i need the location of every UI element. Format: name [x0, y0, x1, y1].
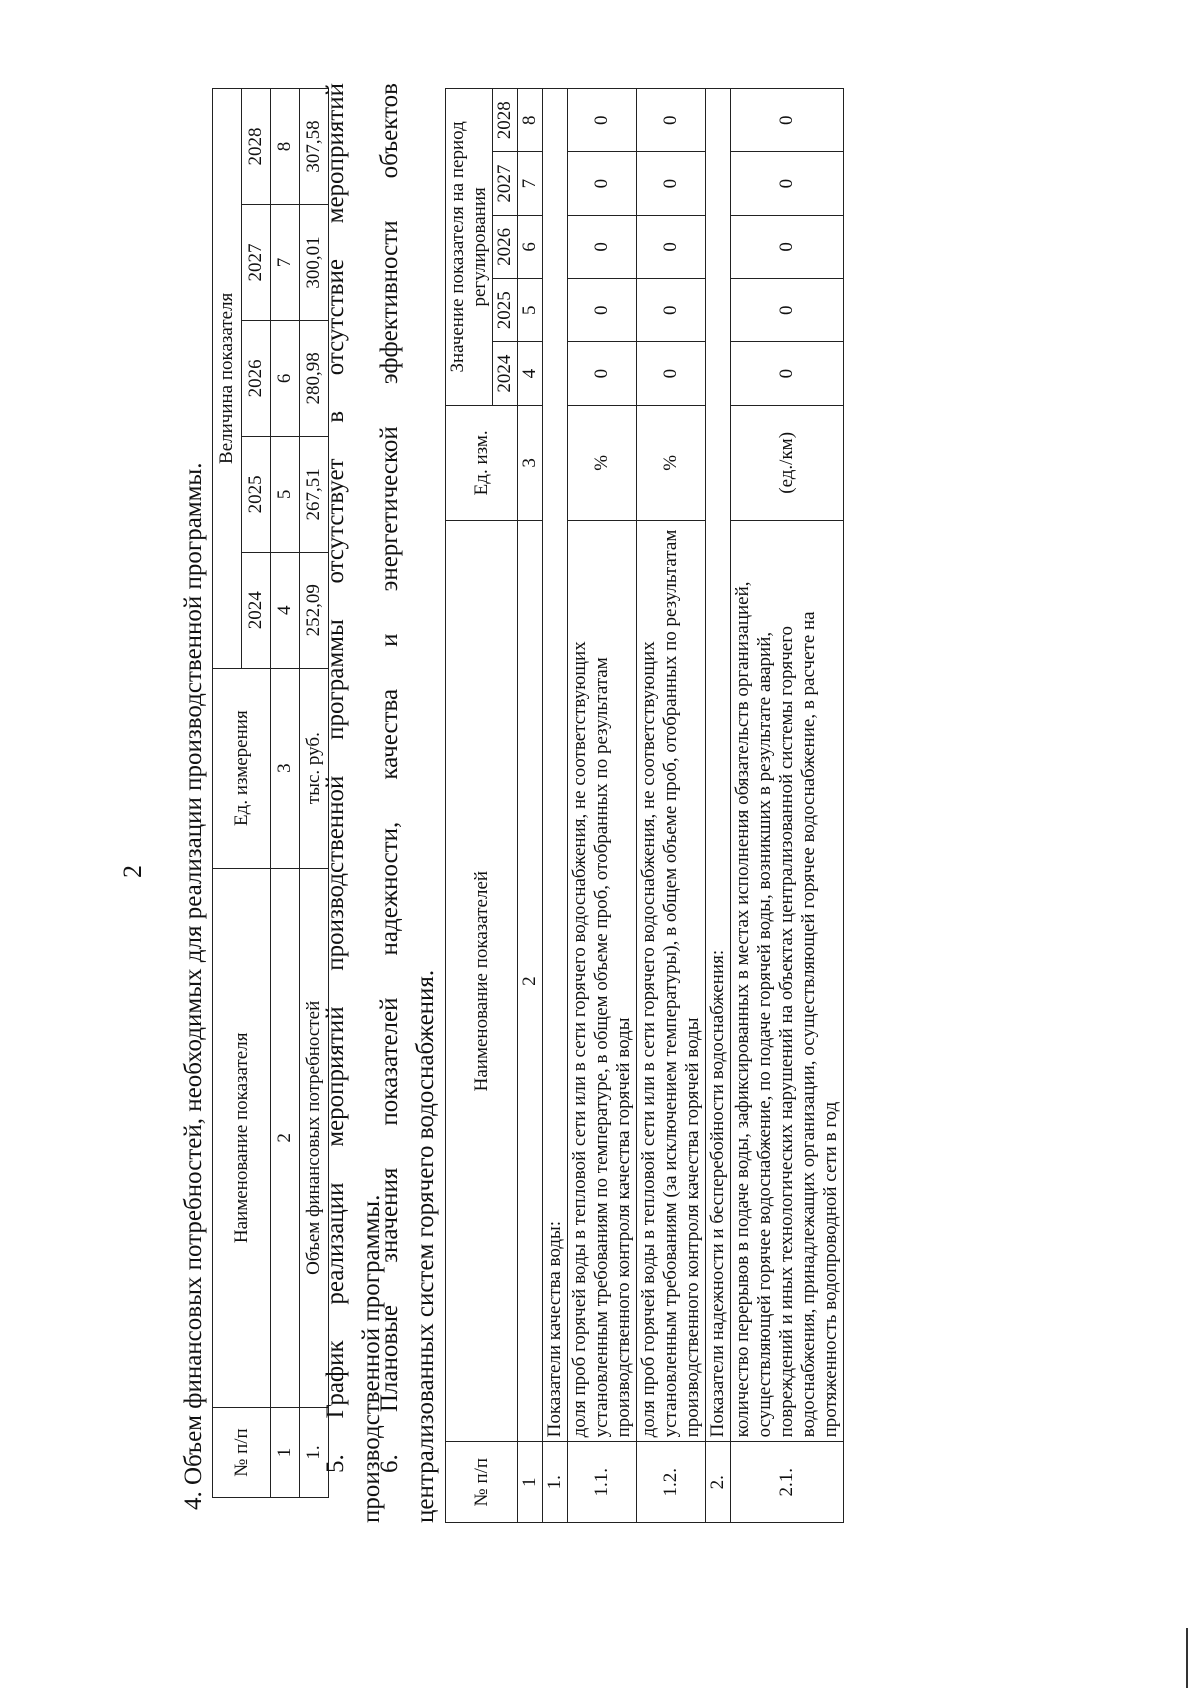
header-year: 2028 [242, 89, 271, 205]
row-unit: (ед./км) [731, 405, 844, 520]
row-unit: тыс. руб. [300, 668, 329, 868]
row-value: 0 [731, 342, 844, 405]
row-name: Объем финансовых потребностей [300, 868, 329, 1408]
row-num: 1.1. [568, 1442, 637, 1523]
header-value-group: Величина показателя [213, 89, 242, 669]
table-row [637, 89, 706, 1523]
index-cell: 1 [271, 1408, 300, 1498]
indicators-table [445, 88, 844, 1523]
table-index-row [518, 89, 543, 1523]
row-unit: % [568, 405, 637, 520]
header-unit: Ед. измерения [213, 668, 271, 868]
group-title: Показатели надежности и бесперебойности водоснабжения: [706, 89, 731, 1442]
row-num: 1.2. [637, 1442, 706, 1523]
row-name: количество перерывов в подаче воды, зафиксированных в местах исполнения обязательств организацией, осуществляющей горячее водоснабжение, по подаче горячей воды, возникших в результате аварий, повреждений и иных технологических нарушений на объектах централизованной системы горячего водоснабжения, принадлежащих организации, осуществляющей горячее водоснабжение, в расчете на протяженность водопроводной сети в год [731, 520, 844, 1441]
row-value: 0 [637, 152, 706, 215]
group-row-quality [543, 89, 568, 1523]
table-row [568, 89, 637, 1523]
row-value: 0 [637, 279, 706, 342]
row-name: доля проб горячей воды в тепловой сети или в сети горячего водоснабжения, не соответствующих установленным требованиям по температуре, в общем объеме проб, отобранных по результатам производственного контроля качества горячей воды [568, 520, 637, 1441]
row-value: 300,01 [300, 205, 329, 321]
index-cell: 1 [518, 1442, 543, 1523]
financial-needs-table [212, 88, 329, 1498]
header-num: № п/п [446, 1442, 518, 1523]
index-cell: 6 [271, 320, 300, 436]
index-cell: 3 [518, 405, 543, 520]
header-unit: Ед. изм. [446, 405, 518, 520]
header-num: № п/п [213, 1408, 271, 1498]
section-4-heading: 4. Объем финансовых потребностей, необходимых для реализации производственной программы. [180, 462, 207, 1510]
header-year: 2025 [493, 279, 518, 342]
row-value: 280,98 [300, 320, 329, 436]
group-row-reliability [706, 89, 731, 1523]
section-6-paragraph [372, 83, 444, 1523]
row-value: 0 [731, 89, 844, 152]
index-cell: 5 [518, 279, 543, 342]
row-value: 0 [568, 89, 637, 152]
row-value: 0 [637, 342, 706, 405]
section-6-line-2: централизованных систем горячего водоснабжения. [412, 969, 439, 1523]
row-value: 267,51 [300, 436, 329, 552]
row-num: 1. [300, 1408, 329, 1498]
row-name: доля проб горячей воды в тепловой сети или в сети горячего водоснабжения, не соответствующих установленным требованиям (за исключением температуры), в общем объеме проб, отобранных по результатам производственного контроля качества горячей воды [637, 520, 706, 1441]
index-cell: 8 [518, 89, 543, 152]
section-5-line-2: производственной программы. [358, 1194, 385, 1523]
index-cell: 3 [271, 668, 300, 868]
index-cell: 4 [271, 552, 300, 668]
row-value: 0 [568, 152, 637, 215]
table-header-row [213, 89, 242, 1498]
index-cell: 6 [518, 215, 543, 278]
header-year: 2026 [242, 320, 271, 436]
row-unit: % [637, 405, 706, 520]
row-value: 0 [568, 279, 637, 342]
index-cell: 4 [518, 342, 543, 405]
row-value: 0 [568, 342, 637, 405]
header-year: 2025 [242, 436, 271, 552]
row-value: 252,09 [300, 552, 329, 668]
index-cell: 8 [271, 89, 300, 205]
row-value: 0 [731, 279, 844, 342]
row-value: 0 [731, 215, 844, 278]
page-number: 2 [118, 865, 147, 878]
header-year: 2024 [242, 552, 271, 668]
index-cell: 2 [271, 868, 300, 1408]
group-num: 1. [543, 1442, 568, 1523]
row-value: 307,58 [300, 89, 329, 205]
edge-mark [1186, 1628, 1188, 1688]
row-value: 0 [731, 152, 844, 215]
index-cell: 2 [518, 520, 543, 1441]
group-num: 2. [706, 1442, 731, 1523]
group-title: Показатели качества воды: [543, 89, 568, 1442]
row-num: 2.1. [731, 1442, 844, 1523]
index-cell: 5 [271, 436, 300, 552]
table-index-row [271, 89, 300, 1498]
header-year: 2027 [493, 152, 518, 215]
section-5-line-1: 5. График реализации мероприятий производственной программы отсутствует в отсутствие мероприятий [322, 83, 349, 1473]
header-year: 2028 [493, 89, 518, 152]
index-cell: 7 [518, 152, 543, 215]
index-cell: 7 [271, 205, 300, 321]
header-year: 2027 [242, 205, 271, 321]
header-year: 2024 [493, 342, 518, 405]
row-value: 0 [637, 215, 706, 278]
table-row [731, 89, 844, 1523]
section-6-line-1: 6. Плановые значения показателей надежности, качества и энергетической эффективности объектов [376, 83, 403, 1473]
header-name: Наименование показателя [213, 868, 271, 1408]
header-name: Наименование показателей [446, 520, 518, 1441]
row-value: 0 [637, 89, 706, 152]
row-value: 0 [568, 215, 637, 278]
table-header-row [446, 89, 493, 1523]
header-year: 2026 [493, 215, 518, 278]
header-period: Значение показателя на период регулирования [446, 89, 493, 406]
